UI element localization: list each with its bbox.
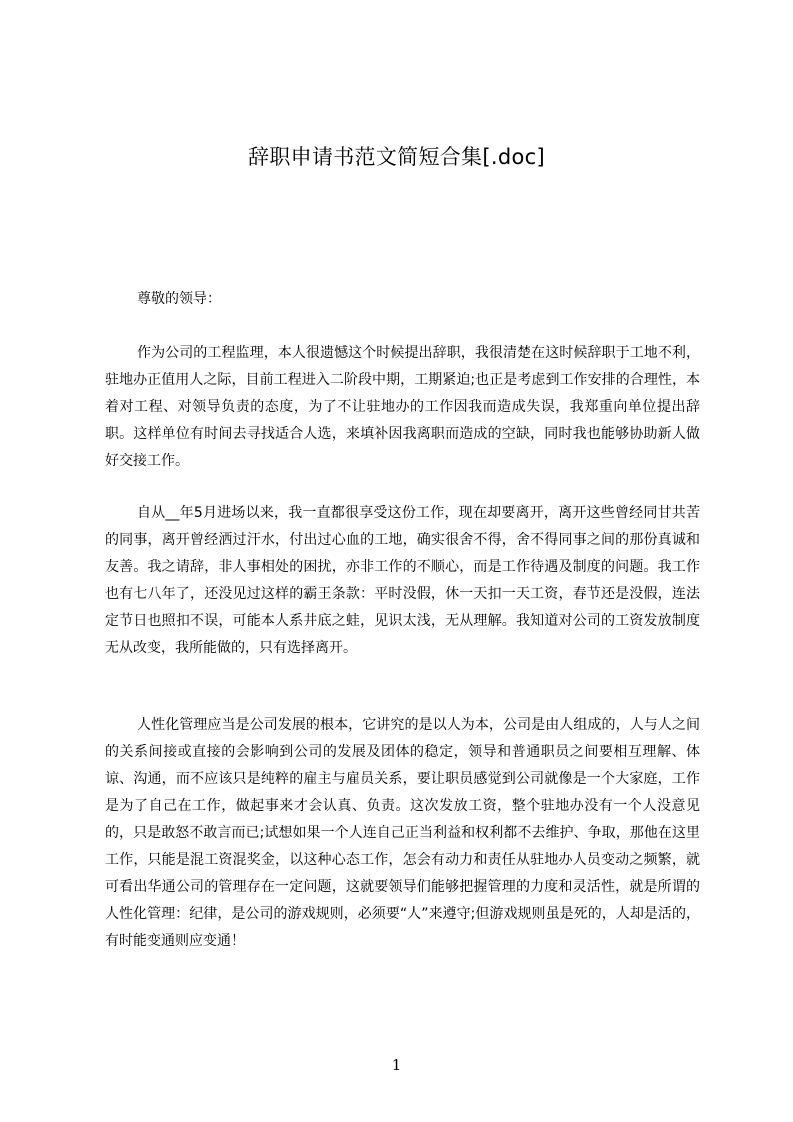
- paragraph-1: 作为公司的工程监理，本人很遗憾这个时候提出辞职，我很清楚在这时候辞职于工地不利，驻地办正值用人之际，目前工程进入二阶段中期，工期紧迫;也正是考虑到工作安排的合理性，本着对工程、对领导负责的态度，为了不让驻地办的工作因我而造成失误，我郑重向单位提出辞职。这样单位有时间去寻找适合人选，来填补因我离职而造成的空缺，同时我也能够协助新人做好交接工作。: [105, 345, 700, 469]
- paragraph-2: 自从__年5月进场以来，我一直都很享受这份工作，现在却要离开，离开这些曾经同甘共苦的同事，离开曾经洒过汗水，付出过心血的工地，确实很舍不得，舍不得同事之间的那份真诚和友善。我之请辞，非人事相处的困扰，亦非工作的不顺心，而是工作待遇及制度的问题。我工作也有七八年了，还没见过这样的霸王条款：平时没假，休一天扣一天工资，春节还是没假，连法定节日也照扣不误，可能本人系井底之蛙，见识太浅，无从理解。我知道对公司的工资发放制度无从改变，我所能做的，只有选择离开。: [105, 505, 700, 656]
- page-number: 1: [391, 1056, 402, 1074]
- paragraph-3: 人性化管理应当是公司发展的根本，它讲究的是以人为本，公司是由人组成的，人与人之间的关系间接或直接的会影响到公司的发展及团体的稳定，领导和普通职员之间要相互理解、体谅、沟通，而不应该只是纯粹的雇主与雇员关系，要让职员感觉到公司就像是一个大家庭，工作是为了自己在工作，做起事来才会认真、负责。这次发放工资，整个驻地办没有一个人没意见的，只是敢怒不敢言而已;试想如果一个人连自己正当利益和权利都不去维护、争取，那他在这里工作，只能是混工资混奖金，以这种心态工作，怎会有动力和责任从驻地办人员变动之频繁，就可看出华通公司的管理存在一定问题，这就要领导们能够把握管理的力度和灵活性，就是所谓的人性化管理：纪律，是公司的游戏规则，必须要“人”来遵守;但游戏规则虽是死的，人却是活的，有时能变通则应变通！: [105, 717, 700, 949]
- document-title: 辞职申请书范文简短合集[.doc]: [248, 145, 545, 169]
- salutation: 尊敬的领导：: [137, 291, 221, 307]
